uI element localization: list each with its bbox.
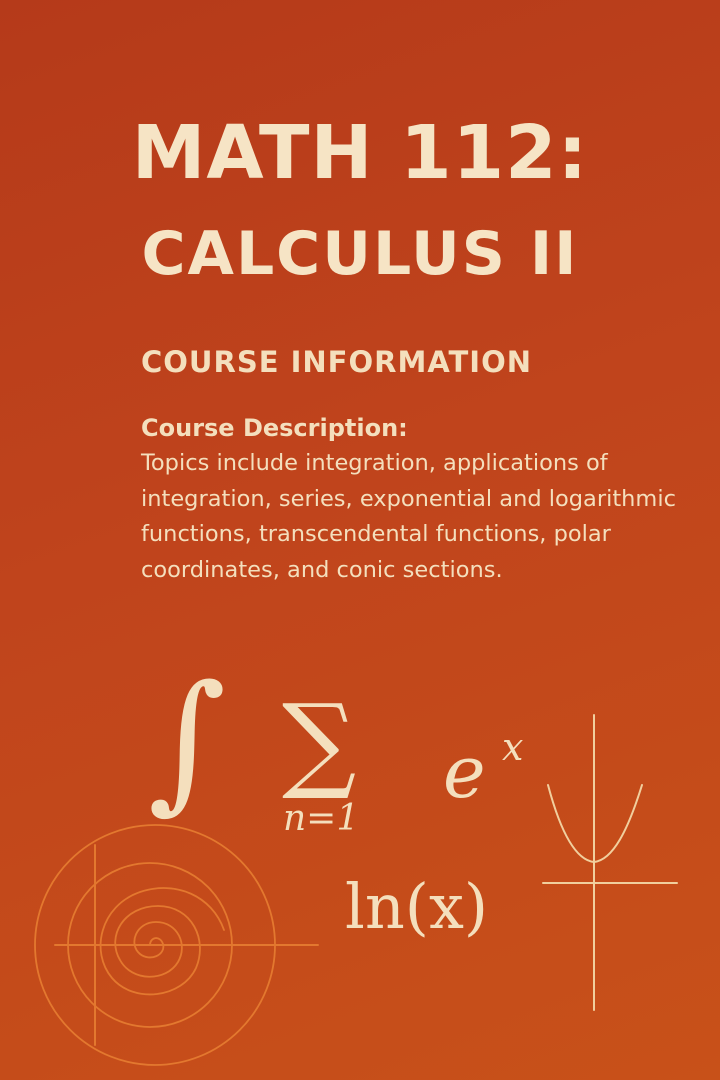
summation-index: n=1: [283, 798, 360, 839]
course-title-line-2: CALCULUS II: [141, 219, 579, 289]
course-title-line-1: MATH 112:: [131, 110, 589, 196]
exponential-power: x: [502, 725, 524, 769]
integral-symbol: ∫: [148, 654, 227, 828]
exponential-base: e: [443, 730, 486, 814]
course-description-text: Topics include integration, applications of integration, series, exponential and logarithmic functions, transcendental functions, polar coordinates, and conic sections.: [141, 450, 676, 583]
section-heading: COURSE INFORMATION: [141, 345, 533, 379]
summation-symbol: ∑: [282, 681, 357, 803]
course-description-label: Course Description:: [141, 414, 408, 442]
natural-log-expression: ln(x): [345, 870, 489, 943]
